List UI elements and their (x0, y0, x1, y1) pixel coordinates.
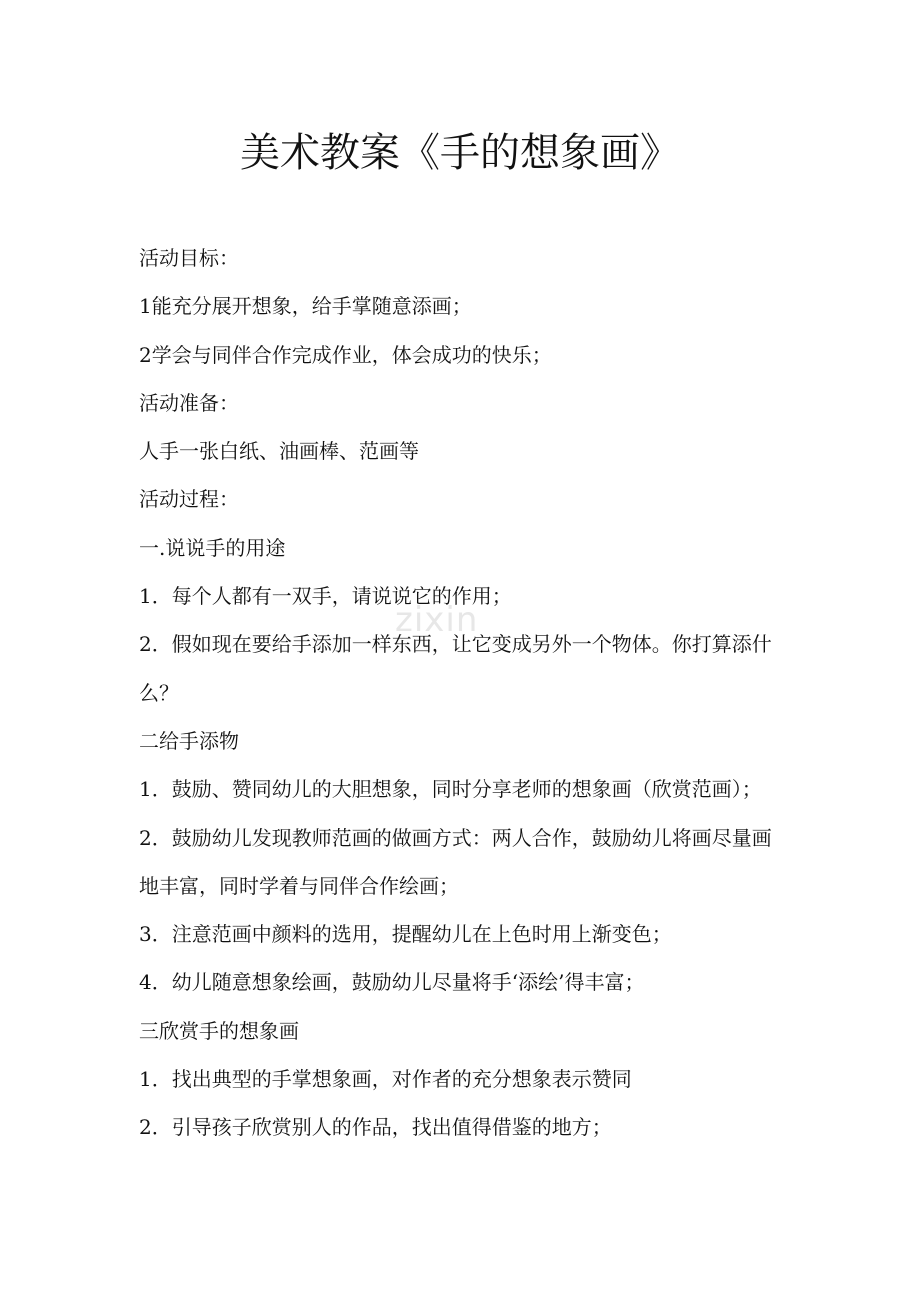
goal-item: 2学会与同伴合作完成作业，体会成功的快乐； (139, 342, 552, 367)
process-step: 1．鼓励、赞同幼儿的大胆想象，同时分享老师的想象画（欣赏范画）； (139, 777, 762, 802)
goal-item: 1能充分展开想象，给手掌随意添画； (139, 294, 472, 319)
document-body (139, 234, 784, 1152)
process-step: 1．每个人都有一双手，请说说它的作用； (139, 584, 512, 609)
process-step: 2．假如现在要给手添加一样东西，让它变成另外一个物体。你打算添什么？ (139, 632, 772, 705)
heading-activity-preparation: 活动准备： (139, 390, 239, 415)
section-heading: 二给手添物 (139, 728, 239, 753)
process-step: 2．鼓励幼儿发现教师范画的做画方式：两人合作，鼓励幼儿将画尽量画地丰富，同时学着与同伴合作绘画； (139, 825, 772, 898)
section-heading: 一.说说手的用途 (139, 535, 286, 560)
heading-activity-goals: 活动目标： (139, 246, 239, 270)
process-step: 1．找出典型的手掌想象画，对作者的充分想象表示赞同 (139, 1067, 632, 1092)
section-heading: 三欣赏手的想象画 (139, 1018, 299, 1043)
process-step: 3．注意范画中颜料的选用，提醒幼儿在上色时用上渐变色； (139, 922, 672, 947)
watermark-text: zixin (395, 600, 479, 640)
heading-activity-process: 活动过程： (139, 487, 239, 512)
preparation-text: 人手一张白纸、油画棒、范画等 (139, 439, 419, 464)
process-step: 4．幼儿随意想象绘画，鼓励幼儿尽量将手‘添绘’得丰富； (139, 970, 645, 995)
process-step: 2．引导孩子欣赏别人的作品，找出值得借鉴的地方； (139, 1115, 612, 1140)
page-title: 美术教案《手的想象画》 (240, 130, 680, 176)
